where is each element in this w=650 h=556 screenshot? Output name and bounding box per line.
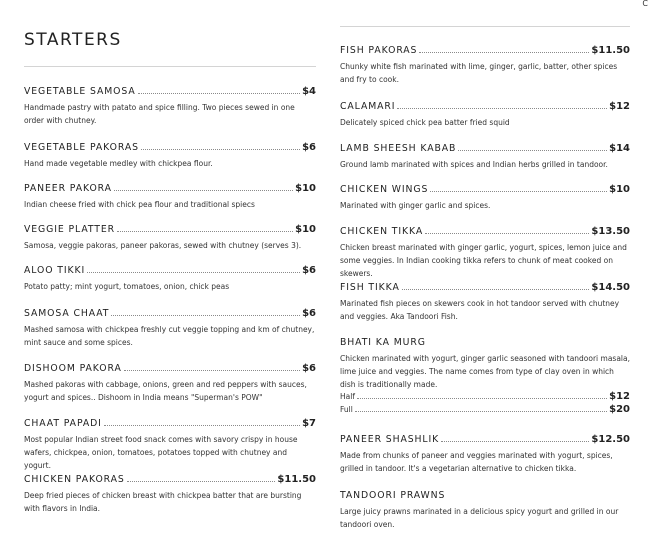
dot-leader bbox=[441, 441, 589, 442]
item-description: Chicken breast marinated with ginger garlic, yogurt, spices, lemon juice and some veggies. In Indian cooking tikka refers to chunk of meat cooked on skewers. bbox=[340, 243, 627, 278]
item-price: $7 bbox=[302, 418, 316, 429]
dot-leader bbox=[458, 150, 607, 151]
item-description: Ground lamb marinated with spices and Indian herbs grilled in tandoor. bbox=[340, 160, 608, 169]
item-name: DISHOOM PAKORA bbox=[24, 363, 122, 374]
item-price: $11.50 bbox=[591, 45, 630, 56]
item-price: $10 bbox=[295, 183, 316, 194]
dot-leader bbox=[397, 108, 607, 109]
dot-leader bbox=[141, 149, 300, 150]
starters-column-left bbox=[24, 0, 316, 556]
item-name: SAMOSA CHAAT bbox=[24, 308, 110, 319]
item-name: PANEER SHASHLIK bbox=[340, 434, 440, 445]
dot-leader bbox=[402, 289, 590, 290]
menu-item bbox=[24, 363, 316, 404]
dot-leader bbox=[419, 52, 589, 53]
divider bbox=[24, 66, 316, 67]
item-description: Marinated with ginger garlic and spices. bbox=[340, 201, 491, 210]
item-price: $6 bbox=[302, 142, 316, 153]
item-name: FISH PAKORAS bbox=[340, 45, 418, 56]
menu-item bbox=[24, 474, 316, 515]
menu-item bbox=[340, 490, 630, 531]
divider bbox=[340, 26, 630, 27]
item-price: $6 bbox=[302, 308, 316, 319]
menu-item bbox=[24, 265, 316, 293]
item-name: LAMB SHEESH KABAB bbox=[340, 143, 457, 154]
dot-leader bbox=[104, 425, 300, 426]
item-name: CHICKEN WINGS bbox=[340, 184, 429, 195]
item-description: Handmade pastry with patato and spice filling. Two pieces sewed in one order with chutney. bbox=[24, 103, 295, 125]
option-label: Full bbox=[340, 405, 353, 414]
menu-item bbox=[340, 143, 630, 171]
item-price: $12 bbox=[609, 101, 630, 112]
dot-leader bbox=[425, 233, 589, 234]
item-name: CHICKEN TIKKA bbox=[340, 226, 424, 237]
menu-item bbox=[340, 337, 630, 417]
item-description: Hand made vegetable medley with chickpea flour. bbox=[24, 159, 213, 168]
item-name: CALAMARI bbox=[340, 101, 396, 112]
menu-item bbox=[340, 101, 630, 129]
item-price: $4 bbox=[302, 86, 316, 97]
option-row bbox=[340, 391, 630, 404]
item-price: $6 bbox=[302, 265, 316, 276]
menu-item bbox=[24, 142, 316, 170]
dot-leader bbox=[138, 93, 300, 94]
item-description: Mashed samosa with chickpea freshly cut veggie topping and km of chutney, mint sauce and some spices. bbox=[24, 325, 315, 347]
item-price: $10 bbox=[609, 184, 630, 195]
dot-leader bbox=[127, 481, 276, 482]
dot-leader bbox=[357, 398, 607, 399]
menu-item bbox=[24, 86, 316, 127]
item-description: Most popular Indian street food snack comes with savory crispy in house wafers, chickpea, onion, tomatoes, potatoes topped with chutney and yogurt. bbox=[24, 435, 298, 470]
item-description: Chunky white fish marinated with lime, ginger, garlic, batter, other spices and fry to cook. bbox=[340, 62, 618, 84]
item-name: FISH TIKKA bbox=[340, 282, 400, 293]
item-name: VEGETABLE SAMOSA bbox=[24, 86, 136, 97]
option-price: $12 bbox=[609, 391, 630, 402]
item-description: Potato patty; mint yogurt, tomatoes, onion, chick peas bbox=[24, 282, 230, 291]
option-label: Half bbox=[340, 392, 355, 401]
item-description: Marinated fish pieces on skewers cook in hot tandoor served with chutney and veggies. Aka Tandoori Fish. bbox=[340, 299, 620, 321]
starters-column-right bbox=[340, 0, 630, 556]
dot-leader bbox=[355, 411, 607, 412]
item-price: $14 bbox=[609, 143, 630, 154]
item-description: Large juicy prawns marinated in a delicious spicy yogurt and grilled in our tandoori oven. bbox=[340, 507, 619, 529]
item-description: Indian cheese fried with chick pea flour and traditional spiecs bbox=[24, 200, 255, 209]
menu-item bbox=[340, 45, 630, 86]
menu-item bbox=[340, 282, 630, 323]
menu-item bbox=[24, 224, 316, 252]
item-price: $10 bbox=[295, 224, 316, 235]
menu-item bbox=[340, 226, 630, 280]
option-row bbox=[340, 404, 630, 417]
item-description: Samosa, veggie pakoras, paneer pakoras, sewed with chutney (serves 3). bbox=[24, 241, 302, 250]
dot-leader bbox=[124, 370, 300, 371]
item-description: Made from chunks of paneer and veggies marinated with yogurt, spices, grilled in tandoor. It's a vegetarian alternative to chicken tikka. bbox=[340, 451, 613, 473]
section-title: STARTERS bbox=[24, 30, 122, 50]
corner-text: C bbox=[642, 0, 648, 8]
item-name: BHATI KA MURG bbox=[340, 337, 426, 348]
item-name: VEGGIE PLATTER bbox=[24, 224, 115, 235]
item-name: CHICKEN PAKORAS bbox=[24, 474, 125, 485]
item-description: Delicately spiced chick pea batter fried squid bbox=[340, 118, 510, 127]
item-name: TANDOORI PRAWNS bbox=[340, 490, 446, 501]
item-price: $14.50 bbox=[591, 282, 630, 293]
item-description: Mashed pakoras with cabbage, onions, green and red peppers with sauces, yogurt and spices.. Dishoom in India means "Superman's POW" bbox=[24, 380, 307, 402]
menu-item bbox=[340, 434, 630, 475]
item-description: Deep fried pieces of chicken breast with chickpea batter that are bursting with flavors in India. bbox=[24, 491, 302, 513]
item-price: $13.50 bbox=[591, 226, 630, 237]
item-name: CHAAT PAPADI bbox=[24, 418, 102, 429]
dot-leader bbox=[87, 272, 300, 273]
item-name: VEGETABLE PAKORAS bbox=[24, 142, 139, 153]
item-price: $6 bbox=[302, 363, 316, 374]
dot-leader bbox=[114, 190, 293, 191]
menu-item bbox=[24, 183, 316, 211]
item-price: $11.50 bbox=[277, 474, 316, 485]
menu-item bbox=[24, 308, 316, 349]
item-price: $12.50 bbox=[591, 434, 630, 445]
menu-item bbox=[24, 418, 316, 472]
item-name: ALOO TIKKI bbox=[24, 265, 86, 276]
menu-item bbox=[340, 184, 630, 212]
option-price: $20 bbox=[609, 404, 630, 415]
dot-leader bbox=[117, 231, 293, 232]
dot-leader bbox=[111, 315, 300, 316]
item-description: Chicken marinated with yogurt, ginger garlic seasoned with tandoori masala, lime juice and veggies. The name comes from type of clay oven in which dish is traditionally made. bbox=[340, 354, 630, 389]
item-name: PANEER PAKORA bbox=[24, 183, 112, 194]
dot-leader bbox=[430, 191, 607, 192]
